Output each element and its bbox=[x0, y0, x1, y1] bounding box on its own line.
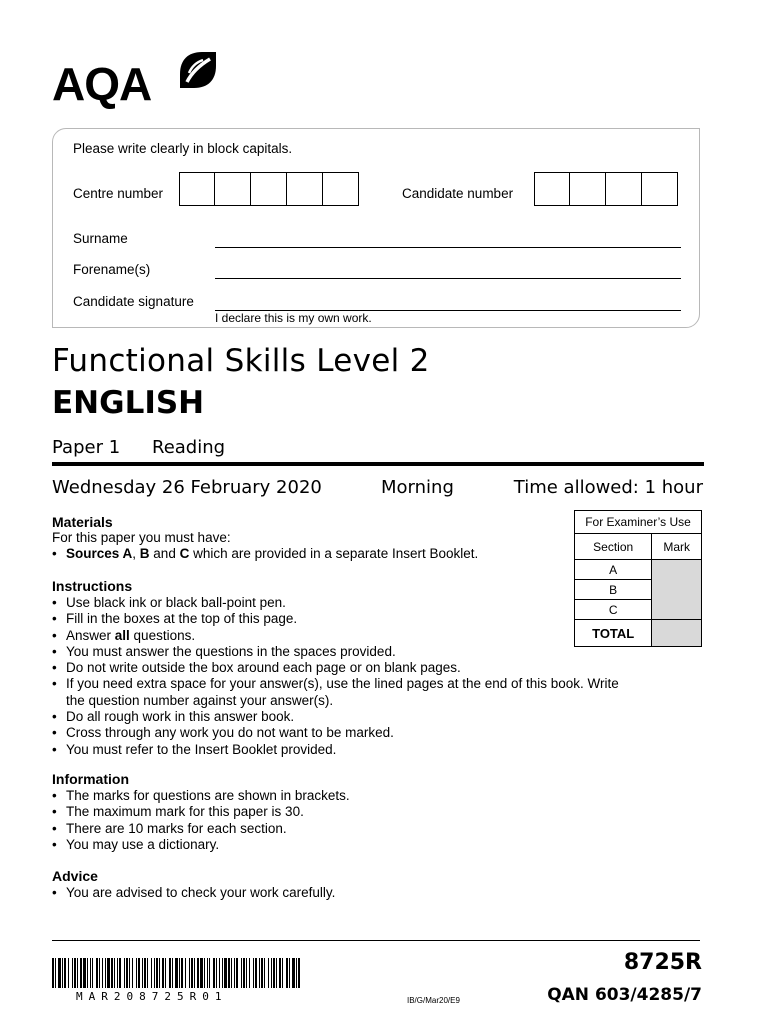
candidate-digit-box[interactable] bbox=[570, 172, 606, 206]
information-list bbox=[52, 788, 350, 853]
aqa-logo bbox=[52, 52, 222, 110]
signature-label: Candidate signature bbox=[73, 294, 194, 309]
mark-column-header: Mark bbox=[652, 534, 702, 560]
specification-code: 8725R bbox=[623, 950, 702, 975]
mark-cell bbox=[652, 560, 702, 620]
paper-component: Reading bbox=[152, 437, 226, 458]
list-item: • You are advised to check your work carefully. bbox=[52, 885, 335, 901]
information-heading: Information bbox=[52, 771, 129, 787]
list-item: • You must answer the questions in the spaces provided. bbox=[52, 644, 622, 660]
surname-field[interactable] bbox=[215, 247, 681, 248]
list-item: • There are 10 marks for each section. bbox=[52, 821, 350, 837]
barcode-icon bbox=[52, 958, 302, 992]
paper-number: Paper 1 bbox=[52, 437, 121, 458]
time-allowed: Time allowed: 1 hour bbox=[513, 477, 703, 498]
list-item: • If you need extra space for your answer(s), use the lined pages at the end of this book. Write the question number against your answer(s). bbox=[52, 676, 622, 709]
materials-intro: For this paper you must have: bbox=[52, 530, 231, 545]
materials-list bbox=[52, 546, 478, 562]
footer-divider bbox=[52, 940, 700, 941]
title-divider bbox=[52, 462, 704, 466]
candidate-digit-box[interactable] bbox=[606, 172, 642, 206]
advice-list bbox=[52, 885, 335, 901]
forename-label: Forename(s) bbox=[73, 262, 151, 277]
surname-label: Surname bbox=[73, 231, 128, 246]
forename-field[interactable] bbox=[215, 278, 681, 279]
list-item: • The maximum mark for this paper is 30. bbox=[52, 804, 350, 820]
advice-heading: Advice bbox=[52, 868, 98, 884]
centre-digit-box[interactable] bbox=[179, 172, 215, 206]
exam-date: Wednesday 26 February 2020 bbox=[52, 477, 322, 498]
list-item: • Do all rough work in this answer book. bbox=[52, 709, 622, 725]
candidate-digit-box[interactable] bbox=[642, 172, 678, 206]
list-item: • You must refer to the Insert Booklet provided. bbox=[52, 742, 622, 758]
centre-digit-box[interactable] bbox=[215, 172, 251, 206]
section-cell: B bbox=[575, 580, 652, 600]
logo-text: AQA bbox=[52, 58, 152, 110]
list-item: • Sources A, B and C which are provided in a separate Insert Booklet. bbox=[52, 546, 478, 562]
centre-digit-box[interactable] bbox=[287, 172, 323, 206]
list-item: • Answer all questions. bbox=[52, 628, 622, 644]
declaration-text: I declare this is my own work. bbox=[215, 311, 372, 325]
centre-number-label: Centre number bbox=[73, 186, 164, 201]
materials-heading: Materials bbox=[52, 514, 113, 530]
list-item: • Cross through any work you do not want to be marked. bbox=[52, 725, 622, 741]
candidate-digit-box[interactable] bbox=[534, 172, 570, 206]
print-reference: IB/G/Mar20/E9 bbox=[407, 996, 460, 1005]
exam-session: Morning bbox=[381, 477, 454, 498]
section-cell: C bbox=[575, 600, 652, 620]
total-label: TOTAL bbox=[575, 620, 652, 647]
centre-number-field[interactable] bbox=[179, 172, 359, 206]
centre-digit-box[interactable] bbox=[251, 172, 287, 206]
section-cell: A bbox=[575, 560, 652, 580]
instructions-heading: Instructions bbox=[52, 578, 133, 594]
subject-title: ENGLISH bbox=[52, 385, 205, 421]
instructions-list bbox=[52, 595, 622, 758]
list-item: • Use black ink or black ball-point pen. bbox=[52, 595, 622, 611]
barcode-text: MAR208725R01 bbox=[76, 990, 228, 1003]
list-item: • Do not write outside the box around each page or on blank pages. bbox=[52, 660, 622, 676]
centre-digit-box[interactable] bbox=[323, 172, 359, 206]
list-item: • You may use a dictionary. bbox=[52, 837, 350, 853]
qualification-title: Functional Skills Level 2 bbox=[52, 343, 430, 379]
examiner-table-header: For Examiner’s Use bbox=[575, 511, 702, 534]
candidate-number-label: Candidate number bbox=[402, 186, 514, 201]
total-mark-cell bbox=[652, 620, 702, 647]
aqa-leaf-icon bbox=[180, 52, 216, 88]
block-capitals-instruction: Please write clearly in block capitals. bbox=[73, 141, 293, 156]
list-item: • Fill in the boxes at the top of this page. bbox=[52, 611, 622, 627]
candidate-number-field[interactable] bbox=[534, 172, 678, 206]
qan-code: QAN 603/4285/7 bbox=[547, 985, 702, 1005]
examiner-use-table bbox=[574, 510, 702, 647]
list-item: • The marks for questions are shown in brackets. bbox=[52, 788, 350, 804]
section-column-header: Section bbox=[575, 534, 652, 560]
